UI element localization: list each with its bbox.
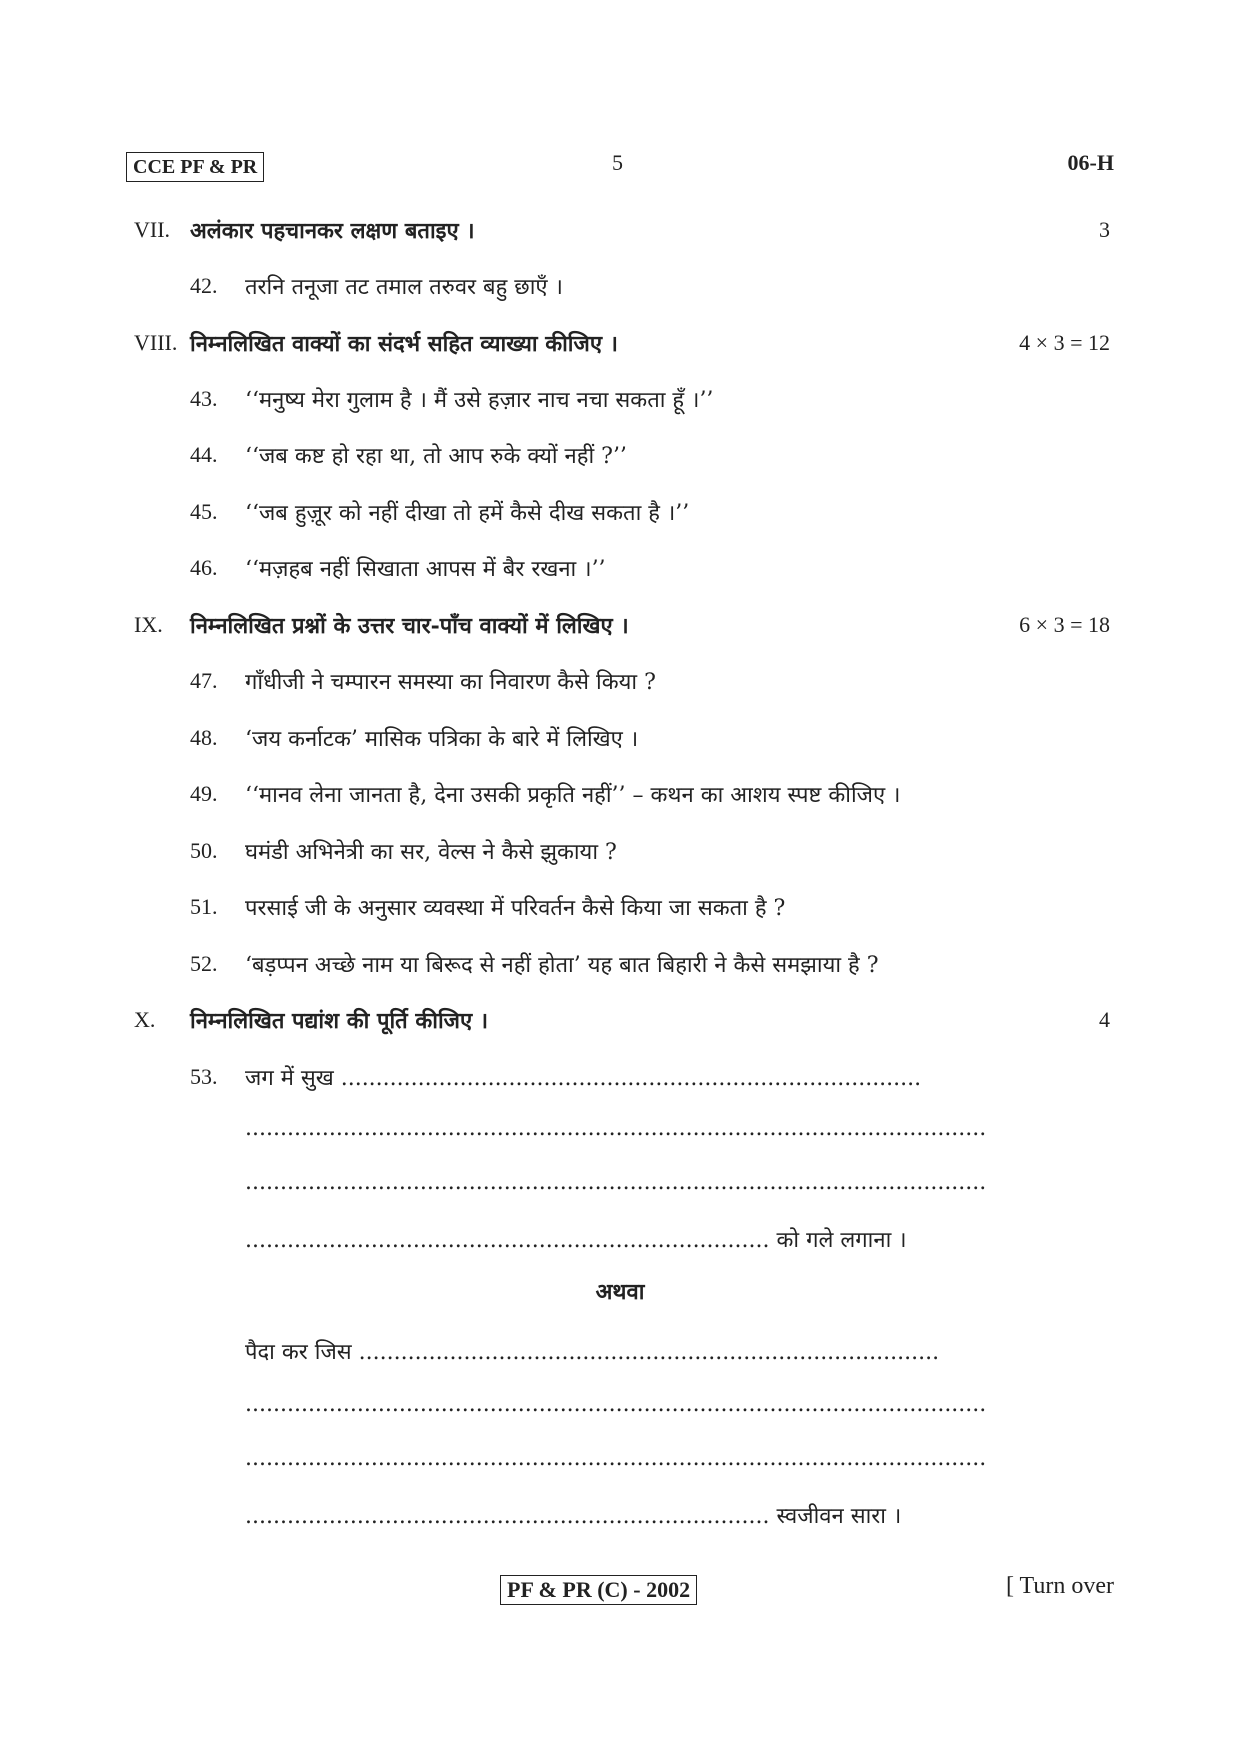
poem-line: ........................................................................... को गले लगाना । [245,1228,907,1253]
question-text: ‘बड़प्पन अच्छे नाम या बिरूद से नहीं होता’ यह बात बिहारी ने कैसे समझाया है ? [245,953,879,978]
question-text: गाँधीजी ने चम्पारन समस्या का निवारण कैसे किया ? [245,670,656,695]
question-text: परसाई जी के अनुसार व्यवस्था में परिवर्तन कैसे किया जा सकता है ? [245,896,786,921]
poem-line: .......................................................................................................... [245,1392,987,1417]
question-number: 45. [190,499,218,524]
section-number: VIII. [134,330,178,355]
question-number: 50. [190,838,218,863]
section-title: निम्नलिखित पद्यांश की पूर्ति कीजिए । [190,1008,489,1034]
section-number: X. [134,1007,156,1032]
section-title: निम्नलिखित प्रश्नों के उत्तर चार-पाँच वाक्यों में लिखिए । [190,613,629,639]
question-number: 43. [190,386,218,411]
question-number: 53. [190,1064,218,1089]
question-text: ‘‘मानव लेना जानता है, देना उसकी प्रकृति नहीं’’ – कथन का आशय स्पष्ट कीजिए । [245,783,901,808]
or-divider: अथवा [595,1279,645,1305]
header-box-label: CCE PF & PR [126,152,264,182]
question-text: तरनि तनूजा तट तमाल तरुवर बहु छाएँ । [245,275,563,300]
question-number: 42. [190,273,218,298]
page-number: 5 [612,150,623,175]
turn-over-note: [ Turn over [1005,1573,1114,1599]
section-number: VII. [134,217,171,242]
footer-box-label: PF & PR (C) - 2002 [500,1575,697,1605]
section-marks: 3 [1099,217,1110,242]
poem-line: .......................................................................................................... [245,1446,987,1471]
section-title: अलंकार पहचानकर लक्षण बताइए । [190,218,475,244]
section-number: IX. [134,612,163,637]
poem-line: जग में सुख ................................................................................... [245,1066,922,1091]
question-text: घमंडी अभिनेत्री का सर, वेल्स ने कैसे झुकाया ? [245,840,617,865]
question-text: ‘जय कर्नाटक’ मासिक पत्रिका के बारे में लिखिए । [245,727,639,752]
poem-line: पैदा कर जिस ................................................................................... [245,1340,940,1365]
section-marks: 4 [1099,1007,1110,1032]
question-number: 52. [190,951,218,976]
section-marks: 6 × 3 = 18 [1019,612,1110,637]
question-text: ‘‘मनुष्य मेरा गुलाम है । मैं उसे हज़ार नाच नचा सकता हूँ ।’’ [245,388,714,413]
section-marks: 4 × 3 = 12 [1019,330,1110,355]
question-number: 44. [190,442,218,467]
question-number: 51. [190,894,218,919]
poem-line: ........................................................................... स्वजीवन सारा । [245,1504,902,1529]
question-text: ‘‘जब कष्ट हो रहा था, तो आप रुके क्यों नहीं ?’’ [245,444,627,469]
question-number: 46. [190,555,218,580]
question-text: ‘‘मज़हब नहीं सिखाता आपस में बैर रखना ।’’ [245,557,606,582]
paper-code: 06-H [1067,150,1114,175]
section-title: निम्नलिखित वाक्यों का संदर्भ सहित व्याख्या कीजिए । [190,331,618,357]
question-number: 48. [190,725,218,750]
question-number: 47. [190,668,218,693]
question-text: ‘‘जब हुज़ूर को नहीं दीखा तो हमें कैसे दीख सकता है ।’’ [245,501,690,526]
question-number: 49. [190,781,218,806]
poem-line: .......................................................................................................... [245,1116,987,1141]
poem-line: .......................................................................................................... [245,1170,987,1195]
